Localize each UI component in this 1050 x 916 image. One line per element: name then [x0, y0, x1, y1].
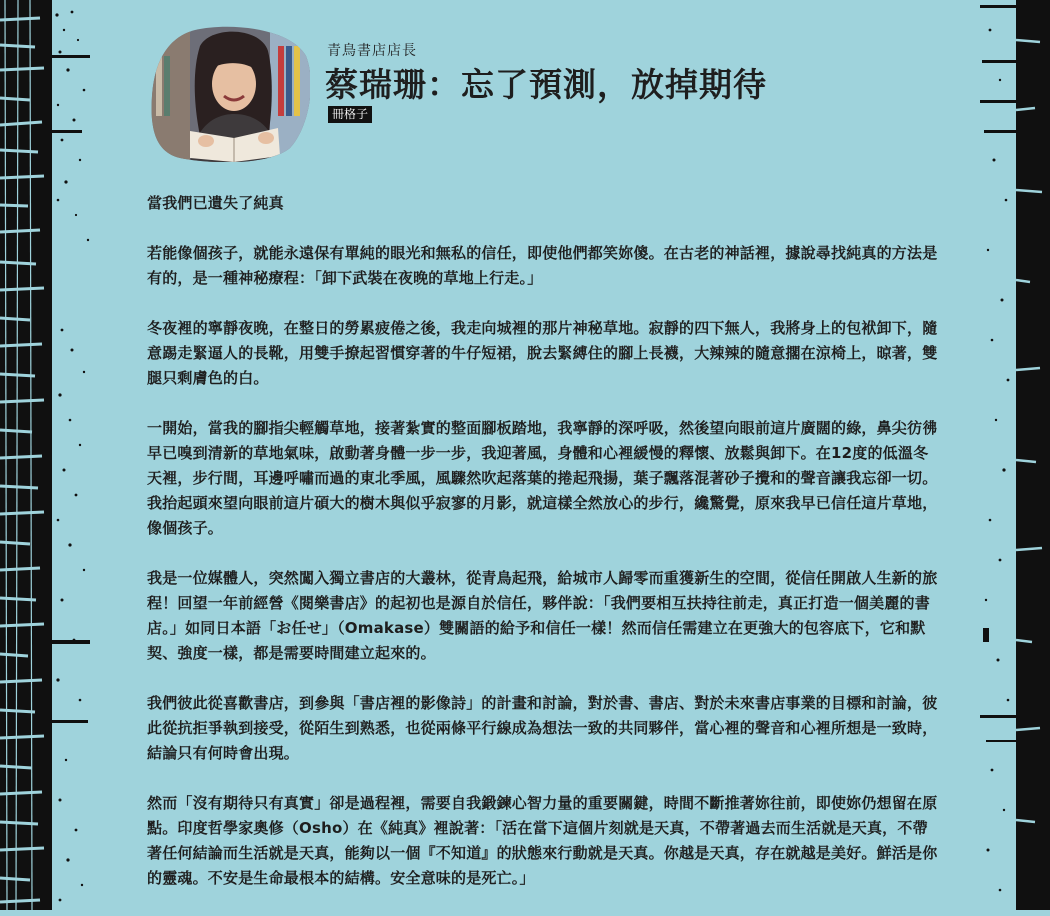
page-title: 蔡瑞珊：忘了預測，放掉期待 [325, 65, 767, 104]
paragraph: 然而「沒有期待只有真實」卻是過程裡，需要自我鍛鍊心智力量的重要關鍵，時間不斷推著妳往前，即使妳仍想留在原點。印度哲學家奧修（Osho）在《純真》裡說著：「活在當下這個片刻就是天真，不帶著過去而生活就是天真，不帶著任何結論而生活就是天真，能夠以一個『不知道』的狀態來行動就是天真。你越是天真，存在就越是美好。鮮活是你的靈魂。不安是生命最根本的結構。安全意味的是死亡。」 [147, 794, 938, 887]
article-header [150, 26, 930, 166]
left-decorative-border [0, 0, 92, 910]
paragraph: 若能像個孩子，就能永遠保有單純的眼光和無私的信任，即使他們都笑妳傻。在古老的神話裡，據說尋找純真的方法是有的，是一種神秘療程：「卸下武裝在夜晚的草地上行走。」 [147, 244, 938, 287]
paragraph-lead: 當我們已遺失了純真 [147, 194, 284, 212]
paragraph: 冬夜裡的寧靜夜晚，在整日的勞累疲倦之後，我走向城裡的那片神秘草地。寂靜的四下無人，我將身上的包袱卸下，隨意踢走緊逼人的長靴，用雙手撩起習慣穿著的牛仔短裙，脫去緊縛住的腳上長襪，大辣辣的隨意擱在涼椅上，晾著，雙腿只剩膚色的白。 [147, 319, 938, 387]
article-body [147, 191, 942, 916]
author-role: 青鳥書店店長 [327, 43, 417, 59]
paragraph: 一開始，當我的腳指尖輕觸草地，接著紮實的整面腳板踏地，我寧靜的深呼吸，然後望向眼前這片廣闊的綠，鼻尖彷彿早已嗅到清新的草地氣味，啟動著身體一步一步，我迎著風，身體和心裡緩慢的釋懷、放鬆與卸下。在12度的低溫冬天裡，步行間，耳邊呼嘯而過的東北季風，風驟然吹起落葉的捲起飛揚，葉子飄落混著砂子攪和的聲音讓我忘卻一切。我抬起頭來望向眼前這片碩大的樹木與似乎寂寥的月影，就這樣全然放心的步行，纔驚覺，原來我早已信任這片草地，像個孩子。 [147, 419, 938, 537]
avatar [150, 26, 310, 162]
paragraph: 我是一位媒體人，突然闖入獨立書店的大叢林，從青鳥起飛，給城市人歸零而重獲新生的空間，從信任開啟人生新的旅程！回望一年前經營《閱樂書店》的起初也是源自於信任，夥伴說：「我們要相互扶持往前走，真正打造一個美麗的書店。」如同日本語「お任せ」（Omakase）雙關語的給予和信任一樣！然而信任需建立在更強大的包容底下，它和默契、強度一樣，都是需要時間建立起來的。 [147, 569, 938, 662]
right-decorative-border [980, 0, 1050, 910]
author-badge: 冊格子 [328, 106, 372, 123]
paragraph: 我們彼此從喜歡書店，到參與「書店裡的影像詩」的計畫和討論，對於書、書店、對於未來書店事業的目標和討論，彼此從抗拒爭執到接受，從陌生到熟悉，也從兩條平行線成為想法一致的共同夥伴，當心裡的聲音和心裡所想是一致時，結論只有何時會出現。 [147, 694, 938, 762]
